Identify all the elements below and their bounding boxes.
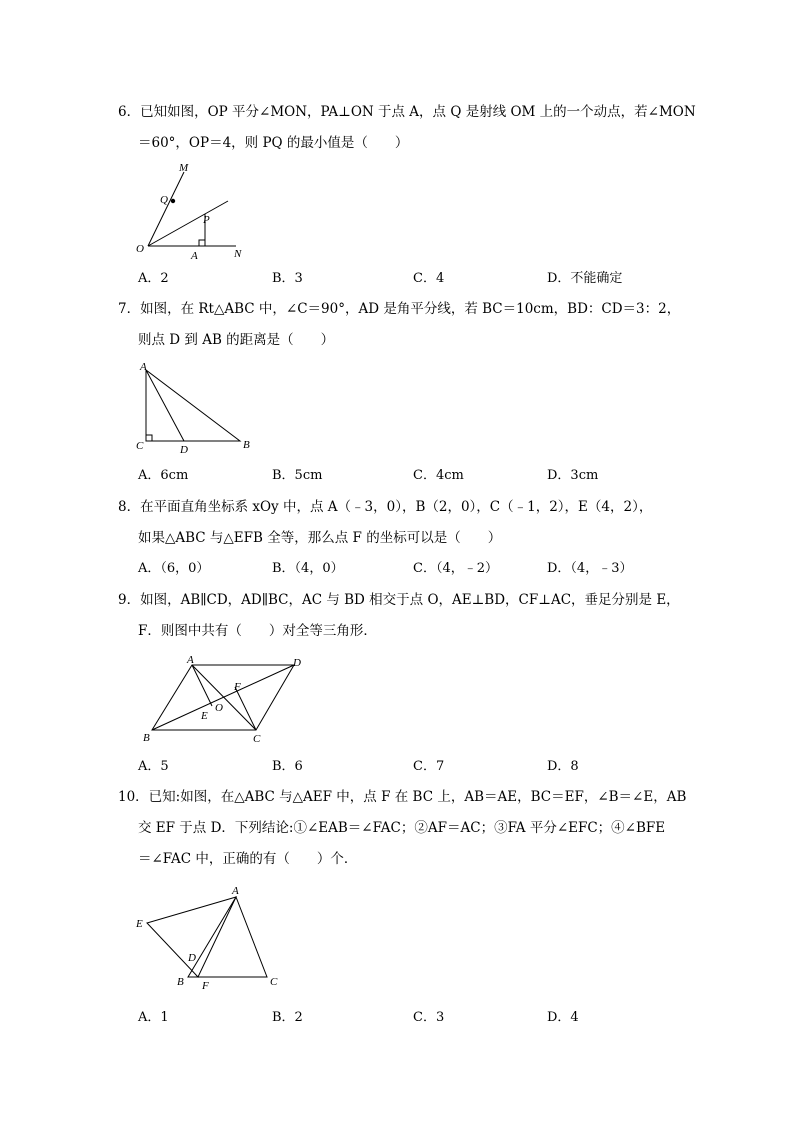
triangle-aef [147, 897, 236, 977]
triangle-abc [146, 370, 240, 441]
segment-ae [192, 665, 212, 706]
label-d: D [293, 657, 301, 669]
q9-line-1: 9．如图，AB∥CD，AD∥BC，AC 与 BD 相交于点 O，AE⊥BD，CF⊥AC，垂足分别是 E， [118, 592, 680, 608]
q6-line-1: 6．已知如图，OP 平分∠MON，PA⊥ON 于点 A，点 Q 是射线 OM 上的一个动点，若∠MON [118, 104, 696, 120]
q6-figure [130, 160, 260, 265]
label-e: E [201, 710, 208, 722]
label-a: A [187, 654, 194, 666]
triangle-abc [188, 897, 267, 977]
q10-option-c[interactable]: C．3 [413, 1010, 445, 1025]
q10-line-3: ＝∠FAC 中，正确的有（ ）个． [138, 851, 358, 867]
q9-option-b[interactable]: B．6 [272, 759, 303, 774]
q10-option-a[interactable]: A．1 [138, 1010, 169, 1025]
q6-option-a[interactable]: A．2 [138, 271, 169, 286]
ray-op [148, 201, 228, 246]
q9-option-a[interactable]: A．5 [138, 759, 169, 774]
q8-option-b[interactable]: B．（4，0） [272, 561, 344, 576]
q7-figure [130, 360, 260, 460]
right-angle-mark [146, 435, 152, 441]
label-e: E [136, 918, 143, 930]
segment-cf [235, 687, 256, 730]
label-f: F [234, 681, 241, 693]
label-c: C [136, 440, 144, 452]
q6-option-d[interactable]: D．不能确定 [547, 271, 623, 286]
label-d: D [188, 952, 196, 964]
label-o: O [215, 702, 223, 714]
q7-line-1: 7．如图，在 Rt△ABC 中，∠C＝90°，AD 是角平分线，若 BC＝10cm，BD：CD＝3：2， [118, 301, 681, 317]
q7-option-b[interactable]: B．5cm [272, 468, 323, 483]
q9-figure [138, 650, 313, 750]
label-b: B [143, 732, 150, 744]
label-b: B [243, 439, 250, 451]
label-q: Q [160, 194, 168, 206]
q10-line-1: 10．已知:如图，在△ABC 与△AEF 中，点 F 在 BC 上，AB＝AE，BC＝EF，∠B＝∠E，AB [118, 789, 687, 805]
label-a: A [191, 250, 198, 262]
q8-option-a[interactable]: A．（6，0） [138, 561, 210, 576]
q9-line-2: F．则图中共有（ ）对全等三角形． [138, 623, 377, 639]
q10-option-b[interactable]: B．2 [272, 1010, 303, 1025]
label-c: C [253, 733, 261, 745]
q7-option-a[interactable]: A．6cm [138, 468, 189, 483]
q6-option-c[interactable]: C．4 [413, 271, 445, 286]
label-p: P [203, 214, 210, 226]
point-q [171, 199, 175, 203]
q10-line-2: 交 EF 于点 D．下列结论:①∠EAB＝∠FAC；②AF＝AC；③FA 平分∠EFC；④∠BFE [138, 820, 666, 836]
q6-line-2: ＝60°，OP＝4，则 PQ 的最小值是（ ） [138, 135, 409, 151]
q8-line-1: 8．在平面直角坐标系 xOy 中，点 A（﹣3，0），B（2，0），C（﹣1，2），E（4，2）， [118, 499, 653, 515]
q8-option-d[interactable]: D．（4，﹣3） [547, 561, 633, 576]
q9-option-c[interactable]: C．7 [413, 759, 445, 774]
label-a: A [140, 361, 147, 373]
label-c: C [270, 976, 278, 988]
right-angle-mark [199, 240, 205, 246]
q7-option-c[interactable]: C．4cm [413, 468, 464, 483]
label-m: M [179, 162, 189, 174]
label-o: O [136, 243, 144, 255]
diagonal-bd [152, 665, 294, 730]
q8-line-2: 如果△ABC 与△EFB 全等，那么点 F 的坐标可以是（ ） [138, 530, 502, 546]
q10-option-d[interactable]: D．4 [547, 1010, 579, 1025]
label-d: D [180, 444, 188, 456]
q6-option-b[interactable]: B．3 [272, 271, 303, 286]
q9-option-d[interactable]: D．8 [547, 759, 579, 774]
label-f: F [202, 980, 209, 992]
segment-ad [146, 370, 184, 441]
q8-option-c[interactable]: C．（4，﹣2） [413, 561, 498, 576]
q7-option-d[interactable]: D．3cm [547, 468, 599, 483]
ray-om [148, 172, 184, 246]
q10-figure [130, 880, 290, 995]
label-n: N [234, 248, 242, 260]
label-a: A [232, 885, 239, 897]
q7-line-2: 则点 D 到 AB 的距离是（ ） [138, 332, 335, 348]
label-b: B [177, 976, 184, 988]
